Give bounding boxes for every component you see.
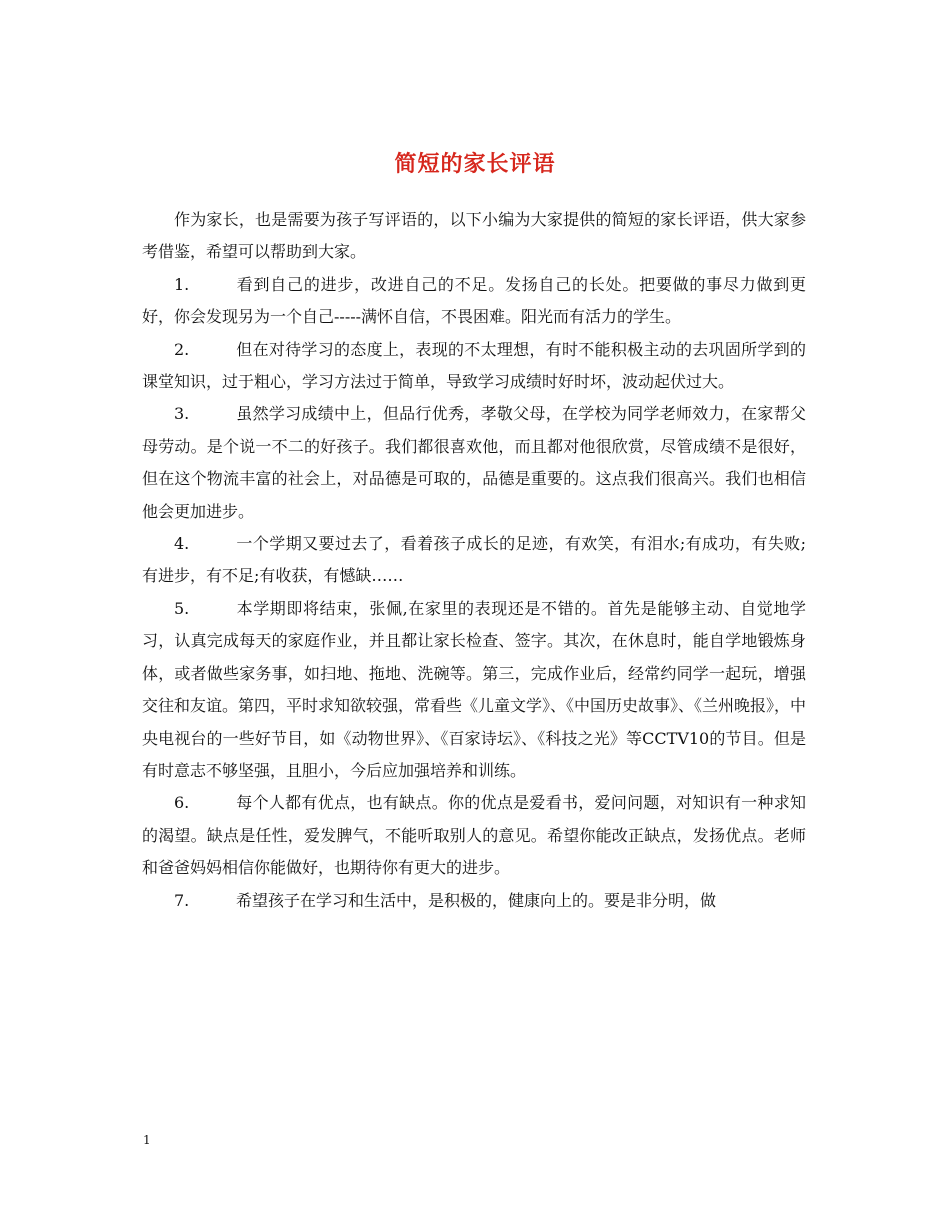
item-number: 5.: [174, 598, 190, 618]
item-text: 一个学期又要过去了，看着孩子成长的足迹，有欢笑，有泪水;有成功，有失败;有进步，有不足;有收获，有憾缺……: [142, 534, 806, 586]
list-item: [142, 269, 806, 334]
page-number: 1: [143, 1133, 151, 1147]
item-text: 但在对待学习的态度上，表现的不太理想，有时不能积极主动的去巩固所学到的课堂知识，过于粗心，学习方法过于简单，导致学习成绩时好时坏，波动起伏过大。: [142, 339, 806, 392]
intro-paragraph: 作为家长，也是需要为孩子写评语的，以下小编为大家提供的简短的家长评语，供大家参考借鉴，希望可以帮助到大家。: [142, 210, 806, 262]
list-item: [142, 528, 806, 593]
item-text: 希望孩子在学习和生活中，是积极的，健康向上的。要是非分明，做: [236, 890, 717, 910]
item-text: 虽然学习成绩中上，但品行优秀，孝敬父母，在学校为同学老师效力，在家帮父母劳动。是个说一不二的好孩子。我们都很喜欢他，而且都对他很欣赏，尽管成绩不是很好，但在这个物流丰富的社会上，对品德是可取的，品德是重要的。这点我们很高兴。我们也相信他会更加进步。: [142, 404, 806, 521]
document-body: [142, 204, 806, 917]
list-item: [142, 334, 806, 399]
item-text: 每个人都有优点，也有缺点。你的优点是爱看书，爱问问题，对知识有一种求知的渴望。缺点是任性，爱发脾气，不能听取别人的意见。希望你能改正缺点，发扬优点。老师和爸爸妈妈相信你能做好，也期待你有更大的进步。: [142, 793, 806, 878]
list-item: [142, 593, 806, 787]
document-title: 简短的家长评语: [394, 150, 556, 177]
list-item: [142, 398, 806, 528]
item-number: 1.: [174, 274, 190, 294]
item-number: 3.: [174, 404, 190, 424]
item-number: 6.: [174, 793, 190, 813]
item-text: 看到自己的进步，改进自己的不足。发扬自己的长处。把要做的事尽力做到更好，你会发现另为一个自己-----满怀自信，不畏困难。阳光而有活力的学生。: [142, 274, 806, 327]
list-item: [142, 885, 806, 917]
item-text: 本学期即将结束，张佩,在家里的表现还是不错的。首先是能够主动、自觉地学习，认真完成每天的家庭作业，并且都让家长检查、签字。其次，在休息时，能自学地锻炼身体，或者做些家务事，如扫地、拖地、洗碗等。第三，完成作业后，经常约同学一起玩，增强交往和友谊。第四，平时求知欲较强，常看些《儿童文学》、《中国历史故事》、《兰州晚报》，中央电视台的一些好节目，如《动物世界》、《百家诗坛》、《科技之光》等CCTV10的节目。但是有时意志不够坚强，且胆小，今后应加强培养和训练。: [142, 598, 807, 780]
item-number: 2.: [174, 339, 190, 359]
list-item: [142, 787, 806, 884]
item-number: 4.: [174, 534, 190, 554]
item-number: 7.: [174, 890, 190, 910]
